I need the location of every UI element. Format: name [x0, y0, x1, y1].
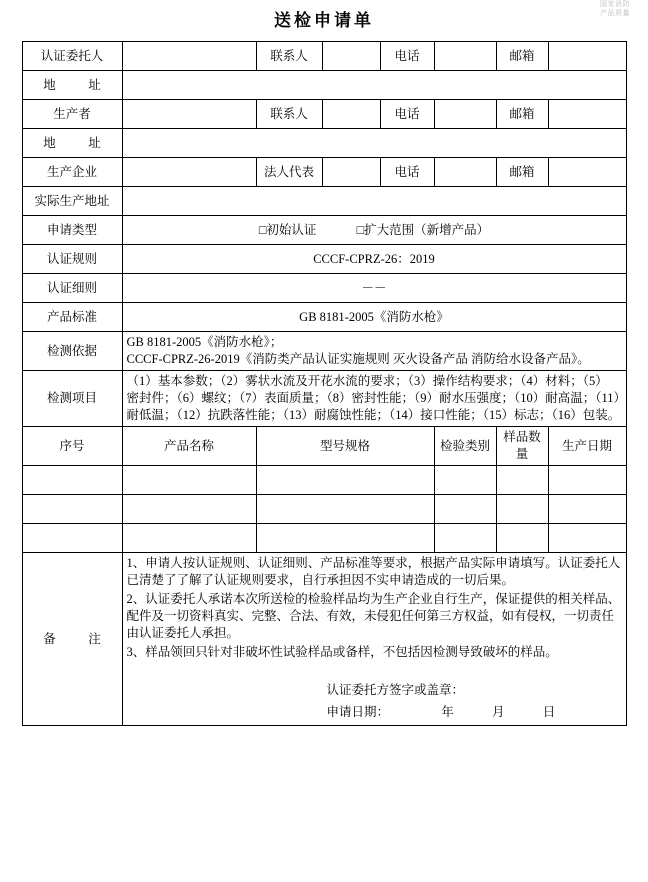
row-test-basis	[22, 332, 626, 371]
remark-item-1: 1、申请人按认证规则、认证细则、产品标准等要求，根据产品实际申请填写。认证委托人已清楚了了解了认证规则要求，自行承担因不实申请造成的一切后果。	[126, 556, 621, 587]
row-client	[22, 42, 626, 71]
client-contact-value[interactable]	[322, 42, 380, 71]
table-row	[22, 495, 626, 524]
apply-type-option-expand[interactable]: □扩大范围（新增产品）	[356, 222, 490, 237]
row-producer	[22, 100, 626, 129]
apply-type-option-initial[interactable]: □初始认证	[258, 222, 317, 237]
product-standard-value: GB 8181-2005《消防水枪》	[122, 303, 626, 332]
client-email-label: 邮箱	[496, 42, 548, 71]
page-title: 送检申请单	[274, 11, 374, 30]
test-basis-value	[122, 332, 626, 371]
manufacturer-phone-value[interactable]	[434, 158, 496, 187]
product-standard-label: 产品标准	[22, 303, 122, 332]
remark-item-2: 2、认证委托人承诺本次所送检的检验样品均为生产企业自行生产，保证提供的相关样品、配件及一切资料真实、完整、合法、有效，未侵犯任何第三方权益，如有侵权，一切责任由认证委托人承担。	[126, 592, 621, 640]
row-apply-type	[22, 216, 626, 245]
sample-cell-product-name[interactable]	[122, 466, 256, 495]
producer-address-label: 地 址	[22, 129, 122, 158]
corner-stamp: 国家消防 产品质量	[600, 0, 630, 17]
table-row	[22, 524, 626, 553]
manufacturer-value[interactable]	[122, 158, 256, 187]
producer-address-value[interactable]	[122, 129, 626, 158]
client-phone-label: 电话	[380, 42, 434, 71]
sample-cell-product-name[interactable]	[122, 495, 256, 524]
producer-label: 生产者	[22, 100, 122, 129]
sample-cell-model[interactable]	[256, 466, 434, 495]
test-items-line-3: 耐低温；（12）抗跌落性能；（13）耐腐蚀性能；（14）接口性能；（15）标志；（16）包装。	[126, 408, 621, 422]
date-year[interactable]: 年	[441, 705, 454, 719]
test-items-line-2: 密封件；（6）螺纹；（7）表面质量；（8）密封性能；（9）耐水压强度；（10）耐高温；（11）	[126, 391, 627, 405]
sample-header-production-date: 生产日期	[548, 427, 626, 466]
legal-rep-value[interactable]	[322, 158, 380, 187]
sample-header-quantity: 样品数量	[496, 427, 548, 466]
sample-cell-test-category[interactable]	[434, 466, 496, 495]
row-remarks	[22, 553, 626, 726]
sample-cell-index[interactable]	[22, 466, 122, 495]
producer-value[interactable]	[122, 100, 256, 129]
sample-header-model: 型号规格	[256, 427, 434, 466]
signature-label: 认证委托方签字或盖章：	[326, 683, 465, 697]
sample-cell-model[interactable]	[256, 524, 434, 553]
application-date-line	[327, 701, 622, 723]
apply-type-options	[122, 216, 626, 245]
manufacturer-email-value[interactable]	[548, 158, 626, 187]
client-contact-label: 联系人	[256, 42, 322, 71]
client-value[interactable]	[122, 42, 256, 71]
sample-cell-quantity[interactable]	[496, 495, 548, 524]
sample-cell-model[interactable]	[256, 495, 434, 524]
sample-cell-quantity[interactable]	[496, 466, 548, 495]
row-cert-rule	[22, 245, 626, 274]
table-row	[22, 466, 626, 495]
legal-rep-label: 法人代表	[256, 158, 322, 187]
test-items-line-1: （1）基本参数；（2）雾状水流及开花水流的要求；（3）操作结构要求；（4）材料；（5）	[126, 374, 608, 388]
sample-cell-quantity[interactable]	[496, 524, 548, 553]
sample-header-test-category: 检验类别	[434, 427, 496, 466]
producer-email-label: 邮箱	[496, 100, 548, 129]
row-cert-detail	[22, 274, 626, 303]
manufacturer-phone-label: 电话	[380, 158, 434, 187]
sample-cell-test-category[interactable]	[434, 495, 496, 524]
manufacturer-label: 生产企业	[22, 158, 122, 187]
application-date-label: 申请日期：	[326, 705, 390, 719]
producer-phone-label: 电话	[380, 100, 434, 129]
client-email-value[interactable]	[548, 42, 626, 71]
sample-cell-production-date[interactable]	[548, 524, 626, 553]
row-manufacturer	[22, 158, 626, 187]
sample-cell-index[interactable]	[22, 524, 122, 553]
sample-cell-product-name[interactable]	[122, 524, 256, 553]
client-address-value[interactable]	[122, 71, 626, 100]
cert-detail-value: －－	[122, 274, 626, 303]
test-basis-line-1: GB 8181-2005《消防水枪》；	[126, 335, 283, 349]
test-basis-line-2: CCCF-CPRZ-26-2019《消防类产品认证实施规则 灭火设备产品 消防给水设备产品》。	[126, 352, 590, 366]
sample-header-product-name: 产品名称	[122, 427, 256, 466]
row-producer-address	[22, 129, 626, 158]
client-label: 认证委托人	[22, 42, 122, 71]
sample-cell-test-category[interactable]	[434, 524, 496, 553]
cert-rule-value: CCCF-CPRZ-26：2019	[122, 245, 626, 274]
signature-block	[127, 679, 622, 723]
client-address-label: 地 址	[22, 71, 122, 100]
date-day[interactable]: 日	[542, 705, 556, 719]
sample-table-header-row	[22, 427, 626, 466]
application-form-table	[22, 41, 627, 726]
sample-header-index: 序号	[22, 427, 122, 466]
producer-email-value[interactable]	[548, 100, 626, 129]
test-items-label: 检测项目	[22, 371, 122, 427]
manufacturer-email-label: 邮箱	[496, 158, 548, 187]
sample-cell-index[interactable]	[22, 495, 122, 524]
remark-item-3: 3、样品领回只针对非破坏性试验样品或备样，不包括因检测导致破坏的样品。	[126, 645, 558, 659]
sample-cell-production-date[interactable]	[548, 495, 626, 524]
remark-content	[122, 553, 626, 726]
producer-contact-value[interactable]	[322, 100, 380, 129]
row-client-address	[22, 71, 626, 100]
producer-contact-label: 联系人	[256, 100, 322, 129]
row-product-standard	[22, 303, 626, 332]
actual-address-label: 实际生产地址	[22, 187, 122, 216]
row-actual-address	[22, 187, 626, 216]
row-test-items	[22, 371, 626, 427]
producer-phone-value[interactable]	[434, 100, 496, 129]
test-basis-label: 检测依据	[22, 332, 122, 371]
cert-detail-label: 认证细则	[22, 274, 122, 303]
remark-label: 备 注	[22, 553, 122, 726]
test-items-value	[122, 371, 626, 427]
apply-type-label: 申请类型	[22, 216, 122, 245]
date-month[interactable]: 月	[492, 705, 505, 719]
sample-cell-production-date[interactable]	[548, 466, 626, 495]
actual-address-value[interactable]	[122, 187, 626, 216]
cert-rule-label: 认证规则	[22, 245, 122, 274]
client-phone-value[interactable]	[434, 42, 496, 71]
